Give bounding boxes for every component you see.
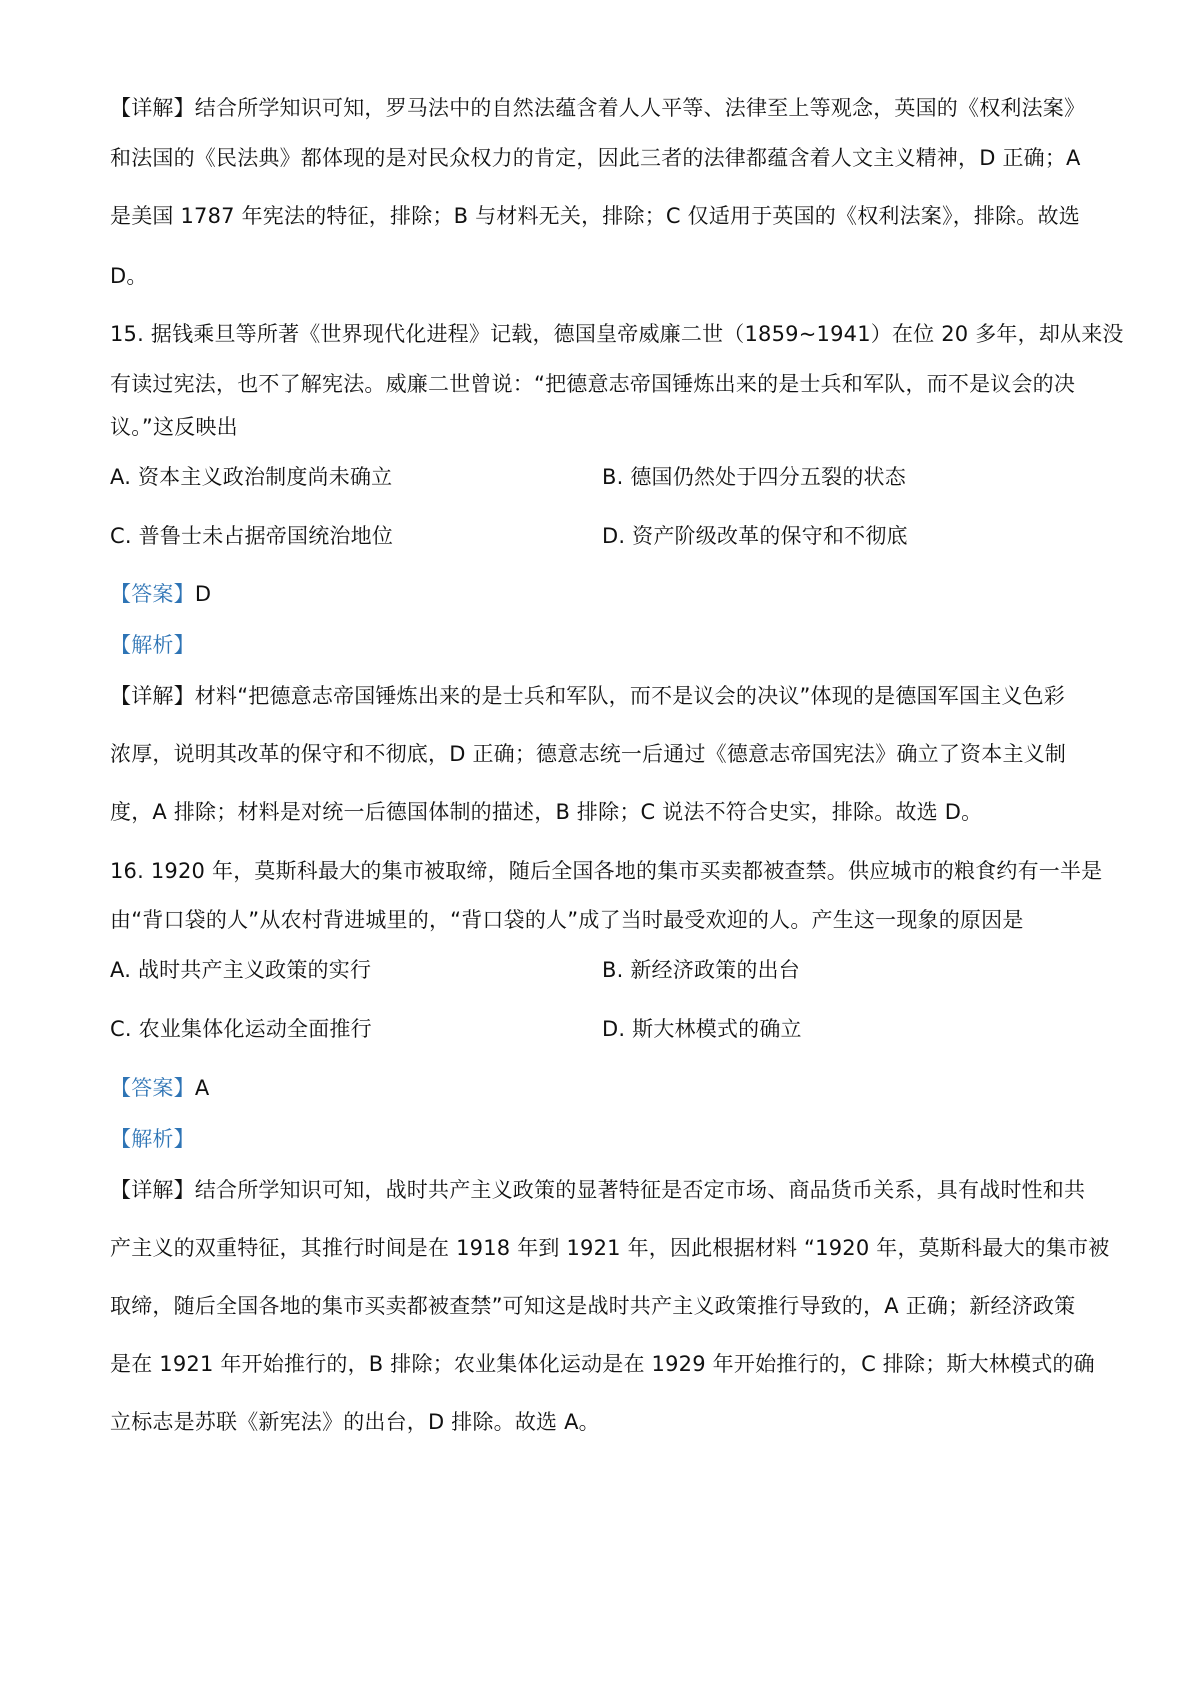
q14-detail-line-1: 【详解】结合所学知识可知，罗马法中的自然法蕴含着人人平等、法律至上等观念，英国的《权利法案》	[110, 96, 1086, 120]
q16-option-d: D. 斯大林模式的确立	[602, 1017, 802, 1041]
q16-detail-line-5: 立标志是苏联《新宪法》的出台，D 排除。故选 A。	[110, 1410, 600, 1434]
q15-detail-line-1: 【详解】材料“把德意志帝国锤炼出来的是士兵和军队，而不是议会的决议”体现的是德国军国主义色彩	[110, 684, 1065, 708]
q14-detail-line-2: 和法国的《民法典》都体现的是对民众权力的肯定，因此三者的法律都蕴含着人文主义精神，D 正确；A	[110, 146, 1081, 170]
q15-option-b: B. 德国仍然处于四分五裂的状态	[602, 465, 906, 489]
q16-answer	[110, 1073, 1100, 1103]
q15-detail-line-3: 度，A 排除；材料是对统一后德国体制的描述，B 排除；C 说法不符合史实，排除。故选 D。	[110, 800, 983, 824]
q15-analysis	[110, 630, 1100, 660]
q16-option-a: A. 战时共产主义政策的实行	[110, 958, 372, 982]
q15-detail-line-2: 浓厚，说明其改革的保守和不彻底，D 正确；德意志统一后通过《德意志帝国宪法》确立了资本主义制	[110, 742, 1067, 766]
q15-stem-line-1: 15. 据钱乘旦等所著《世界现代化进程》记载，德国皇帝威廉二世（1859~1941）在位 20 多年，却从来没	[110, 322, 1124, 346]
q16-option-b: B. 新经济政策的出台	[602, 958, 800, 982]
q15-answer-tag: 【答案】	[110, 582, 195, 606]
q16-detail-line-4: 是在 1921 年开始推行的，B 排除；农业集体化运动是在 1929 年开始推行的，C 排除；斯大林模式的确	[110, 1352, 1095, 1376]
q15-analysis-tag: 【解析】	[110, 633, 195, 657]
q16-stem-line-2: 由“背口袋的人”从农村背进城里的，“背口袋的人”成了当时最受欢迎的人。产生这一现象的原因是	[110, 908, 1024, 932]
q15-answer-value: D	[194, 582, 212, 606]
q16-detail-line-3: 取缔，随后全国各地的集市买卖都被查禁”可知这是战时共产主义政策推行导致的，A 正确；新经济政策	[110, 1294, 1076, 1318]
q15-stem-line-2: 有读过宪法，也不了解宪法。威廉二世曾说：“把德意志帝国锤炼出来的是士兵和军队，而不是议会的决	[110, 372, 1076, 396]
q14-detail-line-4: D。	[110, 264, 148, 288]
q16-stem-line-1: 16. 1920 年，莫斯科最大的集市被取缔，随后全国各地的集市买卖都被查禁。供应城市的粮食约有一半是	[110, 859, 1103, 883]
q16-answer-value: A	[194, 1076, 210, 1100]
q16-detail-line-2: 产主义的双重特征，其推行时间是在 1918 年到 1921 年，因此根据材料 “1920 年，莫斯科最大的集市被	[110, 1236, 1110, 1260]
q15-stem-line-3: 议。”这反映出	[110, 415, 238, 439]
q16-detail-line-1: 【详解】结合所学知识可知，战时共产主义政策的显著特征是否定市场、商品货币关系，具有战时性和共	[110, 1178, 1086, 1202]
q16-option-c: C. 农业集体化运动全面推行	[110, 1017, 372, 1041]
q14-detail-line-3: 是美国 1787 年宪法的特征，排除；B 与材料无关，排除；C 仅适用于英国的《权利法案》，排除。故选	[110, 204, 1080, 228]
q15-option-a: A. 资本主义政治制度尚未确立	[110, 465, 393, 489]
q15-option-d: D. 资产阶级改革的保守和不彻底	[602, 524, 908, 548]
q16-analysis	[110, 1124, 1100, 1154]
q15-option-c: C. 普鲁士未占据帝国统治地位	[110, 524, 394, 548]
q16-answer-tag: 【答案】	[110, 1076, 195, 1100]
q15-answer	[110, 579, 1100, 609]
q16-analysis-tag: 【解析】	[110, 1127, 195, 1151]
